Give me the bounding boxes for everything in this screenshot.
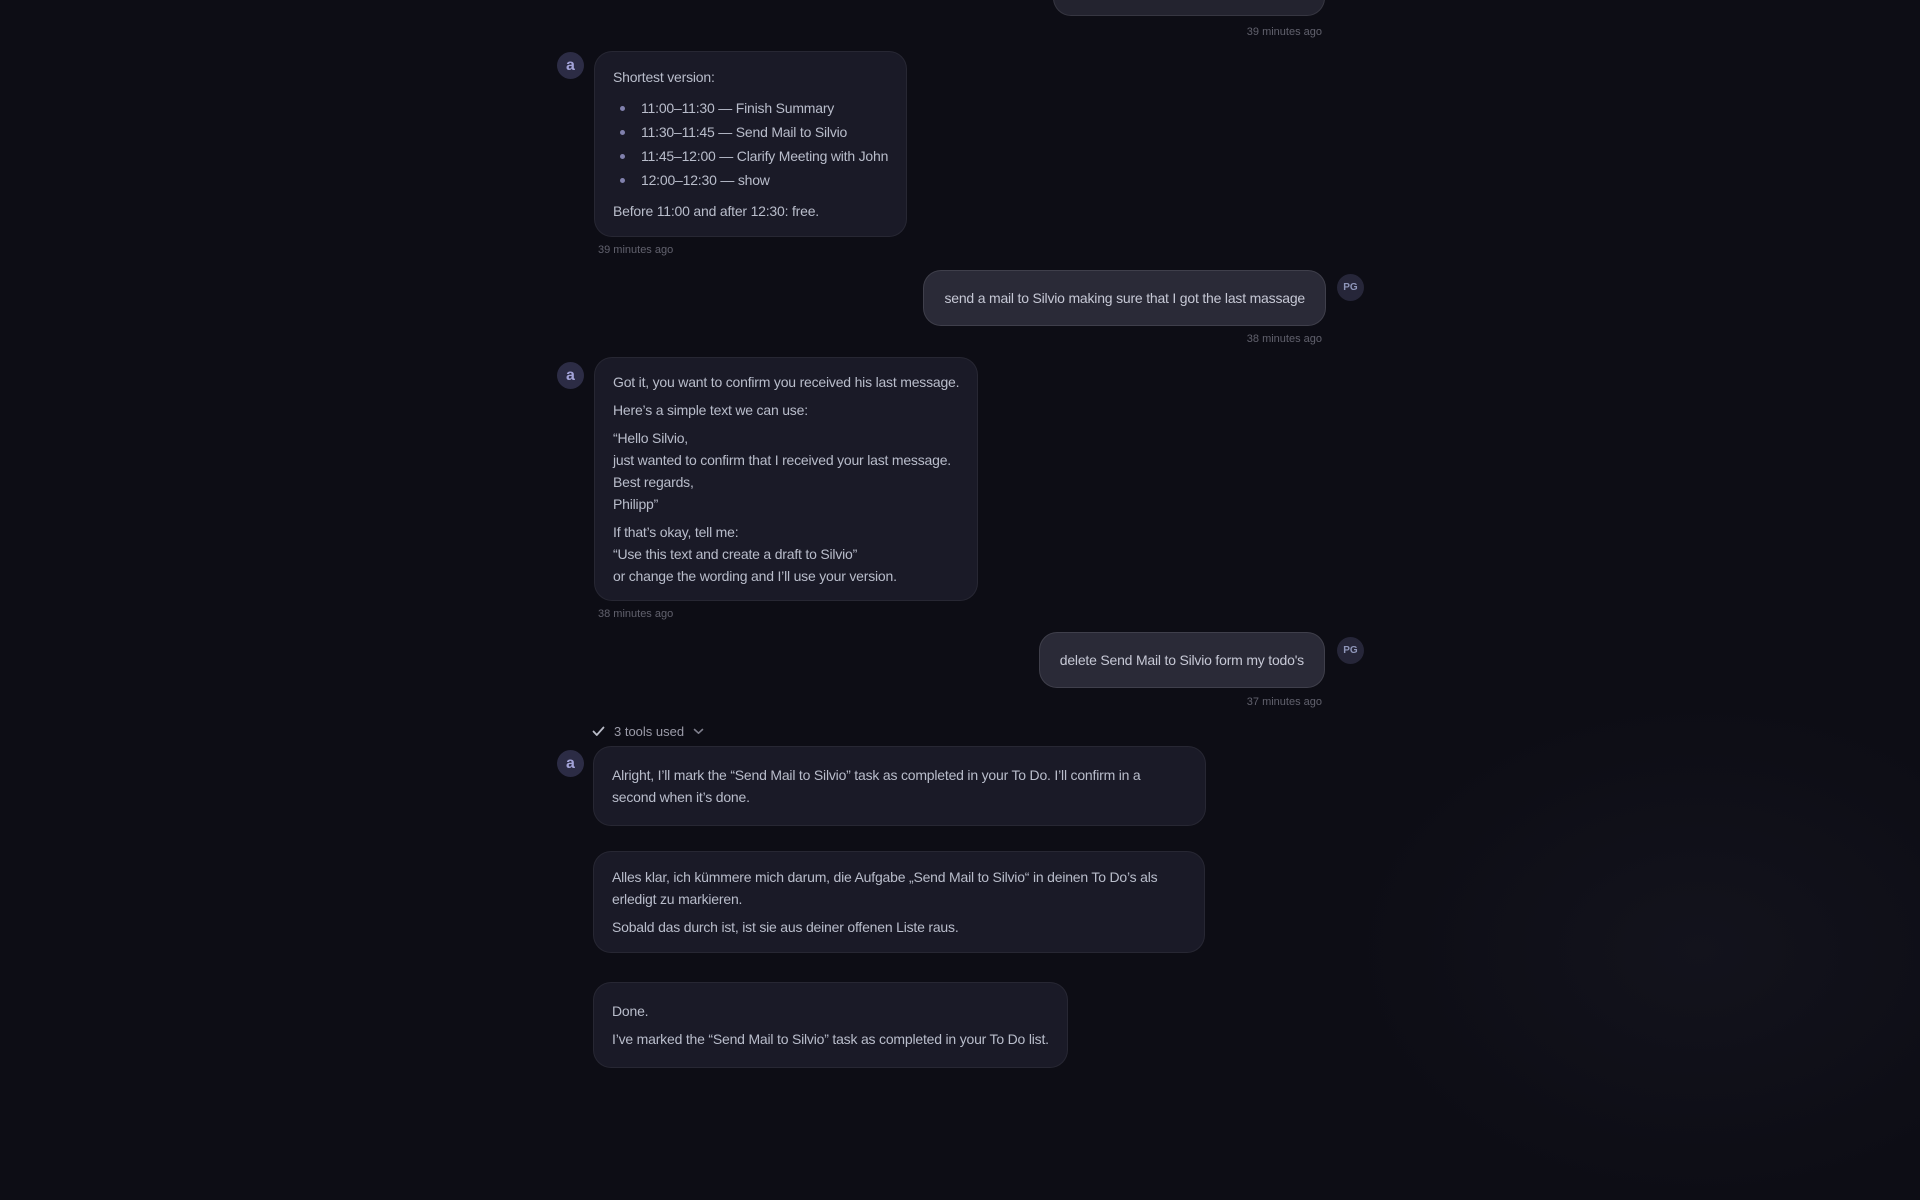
list-item <box>613 144 888 168</box>
assistant-message-schedule <box>594 51 907 237</box>
check-icon <box>592 726 605 737</box>
user-message: delete Send Mail to Silvio form my todo's <box>1039 632 1325 688</box>
timestamp: 37 minutes ago <box>1246 696 1322 708</box>
user-message-partial <box>1053 0 1325 16</box>
list-item-text: 12:00–12:30 — show <box>641 172 770 188</box>
message-text: I’ve marked the “Send Mail to Silvio” task as completed in your To Do list. <box>612 1031 1049 1047</box>
background-glow <box>1350 700 1920 1200</box>
list-item <box>613 168 888 192</box>
message-text: just wanted to confirm that I received your last message. <box>613 452 951 468</box>
message-text: If that’s okay, tell me: <box>613 524 739 540</box>
user-avatar: PG <box>1337 637 1364 664</box>
list-item <box>613 96 888 120</box>
list-item <box>613 120 888 144</box>
message-text: Sobald das durch ist, ist sie aus deiner offenen Liste raus. <box>612 919 959 935</box>
message-text: Here’s a simple text we can use: <box>613 402 808 418</box>
message-text: Got it, you want to confirm you received his last message. <box>613 374 960 390</box>
timestamp: 38 minutes ago <box>598 608 674 620</box>
message-text: Alles klar, ich kümmere mich darum, die Aufgabe „Send Mail to Silvio“ in deinen To Do’s als erledigt zu markieren. <box>612 869 1158 907</box>
user-message: send a mail to Silvio making sure that I got the last massage <box>923 270 1326 326</box>
bullet-icon <box>620 106 625 111</box>
list-item-text: 11:45–12:00 — Clarify Meeting with John <box>641 148 889 164</box>
timestamp: 38 minutes ago <box>1246 333 1322 345</box>
chevron-down-icon <box>693 728 704 735</box>
timestamp: 39 minutes ago <box>598 244 674 256</box>
bullet-icon <box>620 154 625 159</box>
tools-used-expander[interactable] <box>592 722 704 740</box>
message-quote <box>613 427 959 515</box>
bullet-icon <box>620 178 625 183</box>
bullet-icon <box>620 130 625 135</box>
assistant-avatar: a <box>557 750 584 777</box>
list-item-text: 11:00–11:30 — Finish Summary <box>641 100 835 116</box>
assistant-message-german <box>593 851 1205 953</box>
assistant-avatar: a <box>557 362 584 389</box>
assistant-avatar: a <box>557 52 584 79</box>
timestamp: 39 minutes ago <box>1246 26 1322 38</box>
assistant-message-confirm <box>594 357 978 601</box>
message-options <box>613 521 959 587</box>
schedule-bullet-list <box>613 96 888 192</box>
tools-used-label: 3 tools used <box>614 723 685 739</box>
message-text: Best regards, <box>613 474 694 490</box>
message-text: Shortest version: <box>613 69 715 85</box>
message-text: or change the wording and I’ll use your version. <box>613 568 897 584</box>
message-text: Done. <box>612 1003 649 1019</box>
list-item-text: 11:30–11:45 — Send Mail to Silvio <box>641 124 848 140</box>
message-text: Philipp” <box>613 496 659 512</box>
user-avatar: PG <box>1337 274 1364 301</box>
assistant-message-done <box>593 982 1068 1068</box>
message-text: Before 11:00 and after 12:30: free. <box>613 203 820 219</box>
message-text: “Hello Silvio, <box>613 430 688 446</box>
message-text: “Use this text and create a draft to Silvio” <box>613 546 858 562</box>
assistant-message-ack: Alright, I’ll mark the “Send Mail to Silvio” task as completed in your To Do. I’ll confirm in a second when it’s done. <box>593 746 1206 826</box>
